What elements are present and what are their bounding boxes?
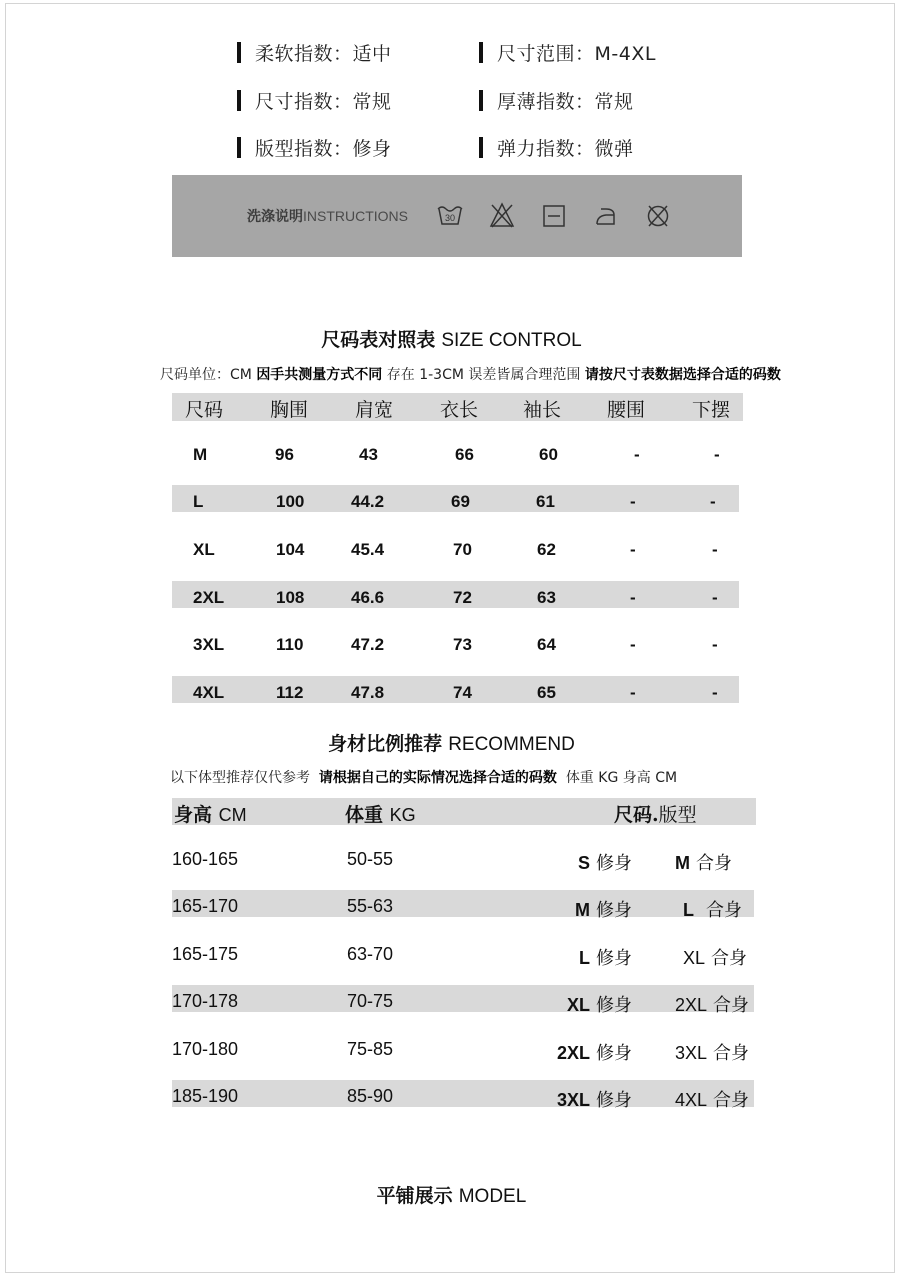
- size-row-label: L: [193, 492, 204, 511]
- recommend-title-cn: 身材比例推荐: [328, 733, 443, 755]
- size-cell: 73: [453, 635, 472, 654]
- size-cell: 60: [539, 445, 558, 464]
- size-table-title: [0, 325, 903, 352]
- size-header-cell: 腰围: [607, 399, 646, 421]
- index-label: 柔软指数：适中: [255, 43, 392, 65]
- index-marker: [479, 137, 483, 158]
- no-tumble-dry-icon: [645, 200, 671, 234]
- size-a: 2XL: [556, 1043, 590, 1063]
- size-header-cell: 袖长: [523, 399, 562, 421]
- index-thickness: [479, 87, 634, 114]
- fit-a: 修身: [596, 1090, 632, 1111]
- size-cell: 96: [275, 445, 294, 464]
- index-marker: [479, 42, 483, 63]
- size-title-en: SIZE CONTROL: [441, 330, 582, 351]
- size-cell: -: [712, 588, 718, 607]
- size-a: S: [577, 853, 590, 873]
- recommend-slim-fit: [578, 849, 632, 875]
- size-cell: -: [630, 492, 636, 511]
- note-unit: 尺码单位：CM: [160, 367, 252, 383]
- recommend-regular-fit: [675, 1086, 749, 1112]
- weight-cell: 75-85: [347, 1039, 394, 1059]
- recommend-note: [170, 767, 677, 787]
- size-cell: -: [630, 588, 636, 607]
- fit-a: 修身: [596, 853, 632, 874]
- size-cell: 69: [451, 492, 470, 511]
- fit-a: 修身: [596, 995, 632, 1016]
- size-cell: 108: [276, 588, 305, 607]
- wash-temp-label: 30: [444, 213, 456, 223]
- size-row-label: 2XL: [193, 588, 225, 607]
- recommend-regular-fit: [675, 849, 732, 875]
- size-cell: -: [712, 635, 718, 654]
- index-marker: [237, 137, 241, 158]
- weight-cell: 85-90: [347, 1086, 394, 1106]
- fit-b: 合身: [713, 1043, 750, 1064]
- note-measure: 因手共测量方式不同: [256, 367, 383, 383]
- size-a: 3XL: [556, 1090, 590, 1110]
- wash-title-cn: 洗涤说明: [247, 208, 303, 224]
- index-marker: [237, 90, 241, 111]
- height-cell: 170-180: [172, 1039, 239, 1059]
- fit-b: 合身: [711, 948, 748, 969]
- model-title-en: MODEL: [458, 1186, 527, 1207]
- header-size-fit: [614, 800, 697, 827]
- size-b: 3XL: [675, 1043, 708, 1063]
- recommend-regular-fit: [675, 944, 747, 970]
- size-b: XL: [683, 948, 706, 968]
- size-cell: 64: [537, 635, 556, 654]
- height-cell: 160-165: [172, 849, 239, 869]
- dry-flat-icon: [541, 200, 567, 234]
- size-header-cell: 衣长: [440, 399, 479, 421]
- header-weight-cn: 体重: [345, 804, 384, 826]
- model-title-cn: 平铺展示: [376, 1185, 453, 1207]
- index-size: [237, 87, 392, 114]
- recommend-slim-fit: [575, 896, 632, 922]
- size-cell: 46.6: [351, 588, 385, 607]
- recommend-slim-fit: [567, 991, 632, 1017]
- header-height-cn: 身高: [174, 804, 213, 826]
- size-a: XL: [566, 995, 590, 1015]
- recommend-note-ref: 以下体型推荐仅代参考: [170, 770, 310, 786]
- index-softness: [237, 39, 392, 66]
- size-header-cell: 尺码: [185, 399, 224, 421]
- size-cell: 63: [537, 588, 556, 607]
- size-cell: -: [710, 492, 716, 511]
- size-cell: 62: [537, 540, 556, 559]
- no-bleach-icon: [489, 200, 515, 234]
- size-row-label: XL: [193, 540, 215, 559]
- recommend-slim-fit: [557, 1086, 632, 1112]
- size-cell: -: [634, 445, 640, 464]
- fit-b: 合身: [713, 1090, 750, 1111]
- index-label: 弹力指数：微弹: [497, 138, 634, 160]
- recommend-regular-fit: [675, 896, 742, 922]
- size-cell: 112: [276, 683, 304, 702]
- size-cell: -: [630, 683, 636, 702]
- size-cell: 66: [455, 445, 474, 464]
- size-cell: 74: [453, 683, 472, 702]
- fit-b: 合身: [706, 900, 742, 921]
- size-cell: 43: [359, 445, 378, 464]
- height-cell: 185-190: [172, 1086, 239, 1106]
- index-marker: [479, 90, 483, 111]
- size-row-label: 4XL: [193, 683, 225, 702]
- note-tolerance: 存在 1-3CM 误差皆属合理范围: [386, 367, 581, 383]
- recommend-title: [0, 729, 903, 756]
- index-elasticity: [479, 134, 634, 161]
- header-size-cn: 尺码.: [614, 804, 659, 826]
- recommend-regular-fit: [675, 991, 749, 1017]
- size-cell: 45.4: [351, 540, 385, 559]
- weight-cell: 63-70: [347, 944, 394, 964]
- size-cell: 44.2: [351, 492, 385, 511]
- weight-cell: 70-75: [347, 991, 394, 1011]
- weight-cell: 55-63: [347, 896, 394, 916]
- index-size-range: [479, 39, 656, 66]
- size-row-label: M: [193, 445, 208, 464]
- index-label: 尺寸范围：M-4XL: [497, 43, 656, 65]
- header-weight-unit: KG: [389, 805, 416, 825]
- header-weight: [345, 800, 416, 827]
- wash-title-en: INSTRUCTIONS: [303, 208, 408, 224]
- size-cell: 47.2: [351, 635, 385, 654]
- size-header-cell: 胸围: [270, 399, 309, 421]
- wash-30-icon: [437, 200, 463, 234]
- recommend-row-stripe: [172, 985, 754, 1012]
- size-b: 2XL: [675, 995, 708, 1015]
- index-fit: [237, 134, 392, 161]
- size-a: M: [575, 900, 590, 920]
- recommend-row-stripe: [172, 890, 754, 917]
- size-cell: 110: [276, 635, 304, 654]
- fit-a: 修身: [596, 948, 632, 969]
- recommend-note-advice: 请根据自己的实际情况选择合适的码数: [318, 770, 557, 786]
- size-cell: -: [630, 540, 636, 559]
- size-b: 4XL: [675, 1090, 708, 1110]
- recommend-note-units: 体重 KG 身高 CM: [565, 770, 678, 786]
- header-height-unit: CM: [218, 805, 247, 825]
- size-cell: 70: [453, 540, 472, 559]
- size-cell: 72: [453, 588, 472, 607]
- size-cell: 104: [276, 540, 305, 559]
- size-table-note: [160, 364, 781, 384]
- note-advice: 请按尺寸表数据选择合适的码数: [584, 367, 781, 383]
- recommend-slim-fit: [557, 1039, 632, 1065]
- header-height: [174, 800, 247, 827]
- size-cell: -: [714, 445, 720, 464]
- size-b: L: [683, 900, 694, 920]
- iron-icon: [593, 200, 619, 234]
- size-cell: -: [712, 540, 718, 559]
- index-label: 厚薄指数：常规: [497, 91, 634, 113]
- height-cell: 165-170: [172, 896, 239, 916]
- size-cell: 100: [276, 492, 305, 511]
- size-cell: 47.8: [351, 683, 385, 702]
- recommend-slim-fit: [579, 944, 632, 970]
- size-header-cell: 下摆: [692, 399, 731, 421]
- size-title-cn: 尺码表对照表: [321, 329, 436, 351]
- fit-b: 合身: [713, 995, 750, 1016]
- size-row-label: 3XL: [193, 635, 225, 654]
- fit-a: 修身: [596, 1043, 632, 1064]
- size-a: L: [579, 948, 590, 968]
- weight-cell: 50-55: [347, 849, 394, 869]
- header-fit-cn: 版型: [658, 804, 697, 826]
- recommend-title-en: RECOMMEND: [448, 734, 575, 755]
- fit-a: 修身: [596, 900, 632, 921]
- fit-b: 合身: [696, 853, 732, 874]
- size-cell: -: [712, 683, 718, 702]
- size-cell: -: [630, 635, 636, 654]
- recommend-row-stripe: [172, 1080, 754, 1107]
- model-title: [0, 1181, 903, 1208]
- size-cell: 65: [537, 683, 556, 702]
- size-cell: 61: [536, 492, 555, 511]
- index-label: 尺寸指数：常规: [255, 91, 392, 113]
- wash-title: [247, 206, 408, 226]
- size-header-cell: 肩宽: [355, 399, 394, 421]
- height-cell: 170-178: [172, 991, 239, 1011]
- index-label: 版型指数：修身: [255, 138, 392, 160]
- size-b: M: [675, 853, 690, 873]
- recommend-regular-fit: [675, 1039, 749, 1065]
- height-cell: 165-175: [172, 944, 239, 964]
- index-marker: [237, 42, 241, 63]
- wash-instructions-banner: [172, 175, 742, 257]
